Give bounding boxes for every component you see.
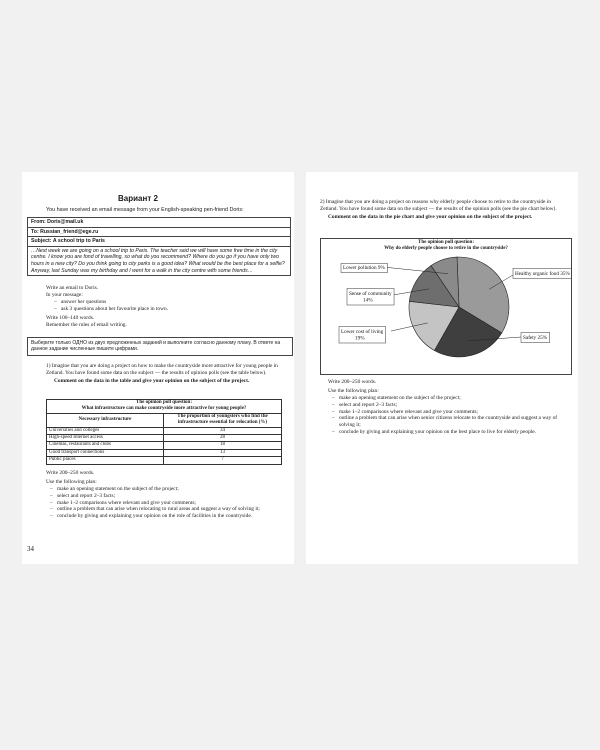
task1-block: [46, 363, 289, 385]
task1-plan-intro: Use the following plan:: [46, 479, 97, 485]
chart-subtitle: Why do elderly people choose to retire in the countryside?: [384, 246, 508, 252]
plan-item: – select and report 2–3 facts;: [332, 402, 573, 409]
email-from-row: [28, 218, 290, 228]
pie-label-safety: [521, 333, 550, 343]
from-label: From:: [31, 219, 46, 225]
email-to-row: [28, 228, 290, 238]
table-cell-name: Cinemas, restaurants and clubs: [47, 442, 164, 449]
chart-title-area: [321, 240, 571, 252]
table-row: [47, 435, 282, 442]
svg-text:Healthy organic food 35%: Healthy organic food 35%: [515, 271, 570, 277]
email-body-text: …Next week we are going on a school trip to Paris. The teacher said we will have some free time in the city centre. I know you are fond of travelling, so what do you recommend? Where do you go if you have only two hours in a new city? Do you think going to city parks is a good idea? What would be the best place for a selfie?: [31, 247, 285, 267]
table-cell-name: High-speed Internet access: [47, 435, 164, 442]
task2-block: [320, 199, 570, 221]
write-email-line: Write an email to Doris.: [46, 285, 99, 291]
email-box: [27, 217, 291, 276]
plan-item: – select and report 2–3 facts;: [50, 493, 289, 500]
task1-plan: [46, 470, 289, 520]
remember-line: Remember the rules of email writing.: [46, 321, 127, 328]
intro-text: [46, 207, 291, 214]
task2-plan-intro: Use the following plan:: [328, 388, 379, 394]
task1-text: 1) Imagine that you are doing a project on how to make the countryside more attractive for young people in Zetland. You have found some data on the subject — the results of opinion polls (see the table below).: [46, 363, 278, 376]
task1-plan-list: [50, 486, 289, 520]
choice-instruction-box: Выберите только ОДНО из двух предложенных заданий и выполните согласно данному плану. В ответе на данное задание численные пишите цифрами.: [27, 337, 293, 356]
plan-item: – conclude by giving and explaining your opinion on the best place to live for elderly people.: [332, 429, 573, 436]
table-cell-value: 18: [164, 442, 282, 449]
email-body: [28, 247, 290, 275]
table-cell-value: 7: [164, 457, 282, 464]
word-count-line: Write 100–140 words.: [46, 314, 95, 321]
table-cell-name: Good transport connections: [47, 449, 164, 456]
pie-chart: [321, 253, 571, 373]
plan-item: – make an opening statement on the subject of the project;: [50, 486, 289, 493]
to-value: Russian_friend@ege.ru: [40, 228, 99, 235]
infrastructure-table: [46, 399, 282, 465]
in-message-line: In your message:: [46, 292, 83, 298]
svg-text:Lower pollution 9%: Lower pollution 9%: [343, 265, 385, 271]
table-cell-name: Universities and colleges: [47, 427, 164, 434]
plan-item: – make 1–2 comparisons where relevant and give your comments;: [50, 500, 289, 507]
left-page: [22, 172, 294, 564]
table-cell-value: 34: [164, 427, 282, 434]
email-task-list: [54, 299, 286, 313]
plan-item: – outline a problem that can arise when senior citizens relocate to the countryside and suggest a way of solving it;: [332, 415, 573, 429]
table-header-row: [47, 413, 282, 427]
table-title-2: What infrastructure can make countryside more attractive for young people?: [81, 406, 247, 412]
pie-label-lower-pollution: [341, 264, 387, 273]
svg-text:Safety 25%: Safety 25%: [523, 335, 548, 341]
table-cell-value: 28: [164, 435, 282, 442]
table-row: [47, 449, 282, 456]
variant-title: Вариант 2: [118, 194, 158, 203]
table-title-1: The opinion poll question:: [136, 400, 192, 405]
table-title-row: [47, 400, 282, 414]
email-instructions: [46, 285, 286, 329]
table-col2-header: The proportion of youngsters who find the infrastructure essential for relocation (%): [164, 413, 282, 427]
table-row: [47, 427, 282, 434]
page-number: 34: [27, 545, 34, 553]
chart-title: The opinion poll question:: [418, 240, 474, 245]
right-page: [306, 172, 578, 564]
task2-comment: Comment on the data in the pie chart and give your opinion on the subject of the project.: [328, 214, 533, 220]
email-subject-row: [28, 237, 290, 247]
table-row: [47, 457, 282, 464]
pie-chart-box: [320, 238, 572, 375]
task2-plan: [328, 379, 573, 436]
svg-text:Lower cost of living19%: Lower cost of living 19%: [341, 329, 384, 342]
table-cell-value: 13: [164, 449, 282, 456]
task2-plan-list: [332, 395, 573, 436]
table-col1-header: Necessary infrastructure: [47, 413, 164, 427]
table-cell-name: Public places: [47, 457, 164, 464]
intro-line: You have received an email message from your English-speaking pen-friend Doris:: [46, 207, 244, 213]
plan-item: – conclude by giving and explaining your opinion on the role of facilities in the countryside.: [50, 513, 289, 520]
email-task-item: – ask 3 questions about her favourite place in town.: [54, 306, 286, 313]
subject-label: Subject:: [31, 238, 52, 245]
task1-word-count: Write 200–250 words.: [46, 470, 95, 476]
plan-item: – make an opening statement on the subject of the project;: [332, 395, 573, 402]
pie-label-lower-cost-of-living: [339, 327, 386, 344]
from-value: Doris@mail.uk: [47, 219, 84, 225]
pie-label-healthy-organic-food: [513, 269, 571, 279]
email-task-item: – answer her questions: [54, 299, 286, 306]
plan-item: – make 1–2 comparisons where relevant and give your comments;: [332, 409, 573, 416]
task2-text: 2) Imagine that you are doing a project on reasons why elderly people choose to retire to the countryside in Zetland. You have found some data on the subject — the results of the opinion polls (see the pie chart below).: [320, 199, 557, 212]
to-label: To:: [31, 228, 39, 235]
email-body-text-2: Anyway, last Sunday was my birthday and I went for a walk in the city centre with some friends…: [31, 267, 253, 274]
table-row: [47, 442, 282, 449]
svg-text:Sense of community14%: Sense of community 14%: [349, 291, 392, 304]
pie-label-sense-of-community: [347, 289, 394, 306]
task2-word-count: Write 200–250 words.: [328, 379, 377, 385]
plan-item: – outline a problem that can arise when relocating to rural areas and suggest a way of solving it;: [50, 506, 289, 513]
subject-value: A school trip to Paris: [52, 238, 105, 245]
task1-comment: Comment on the data in the table and give your opinion on the subject of the project.: [54, 378, 250, 384]
